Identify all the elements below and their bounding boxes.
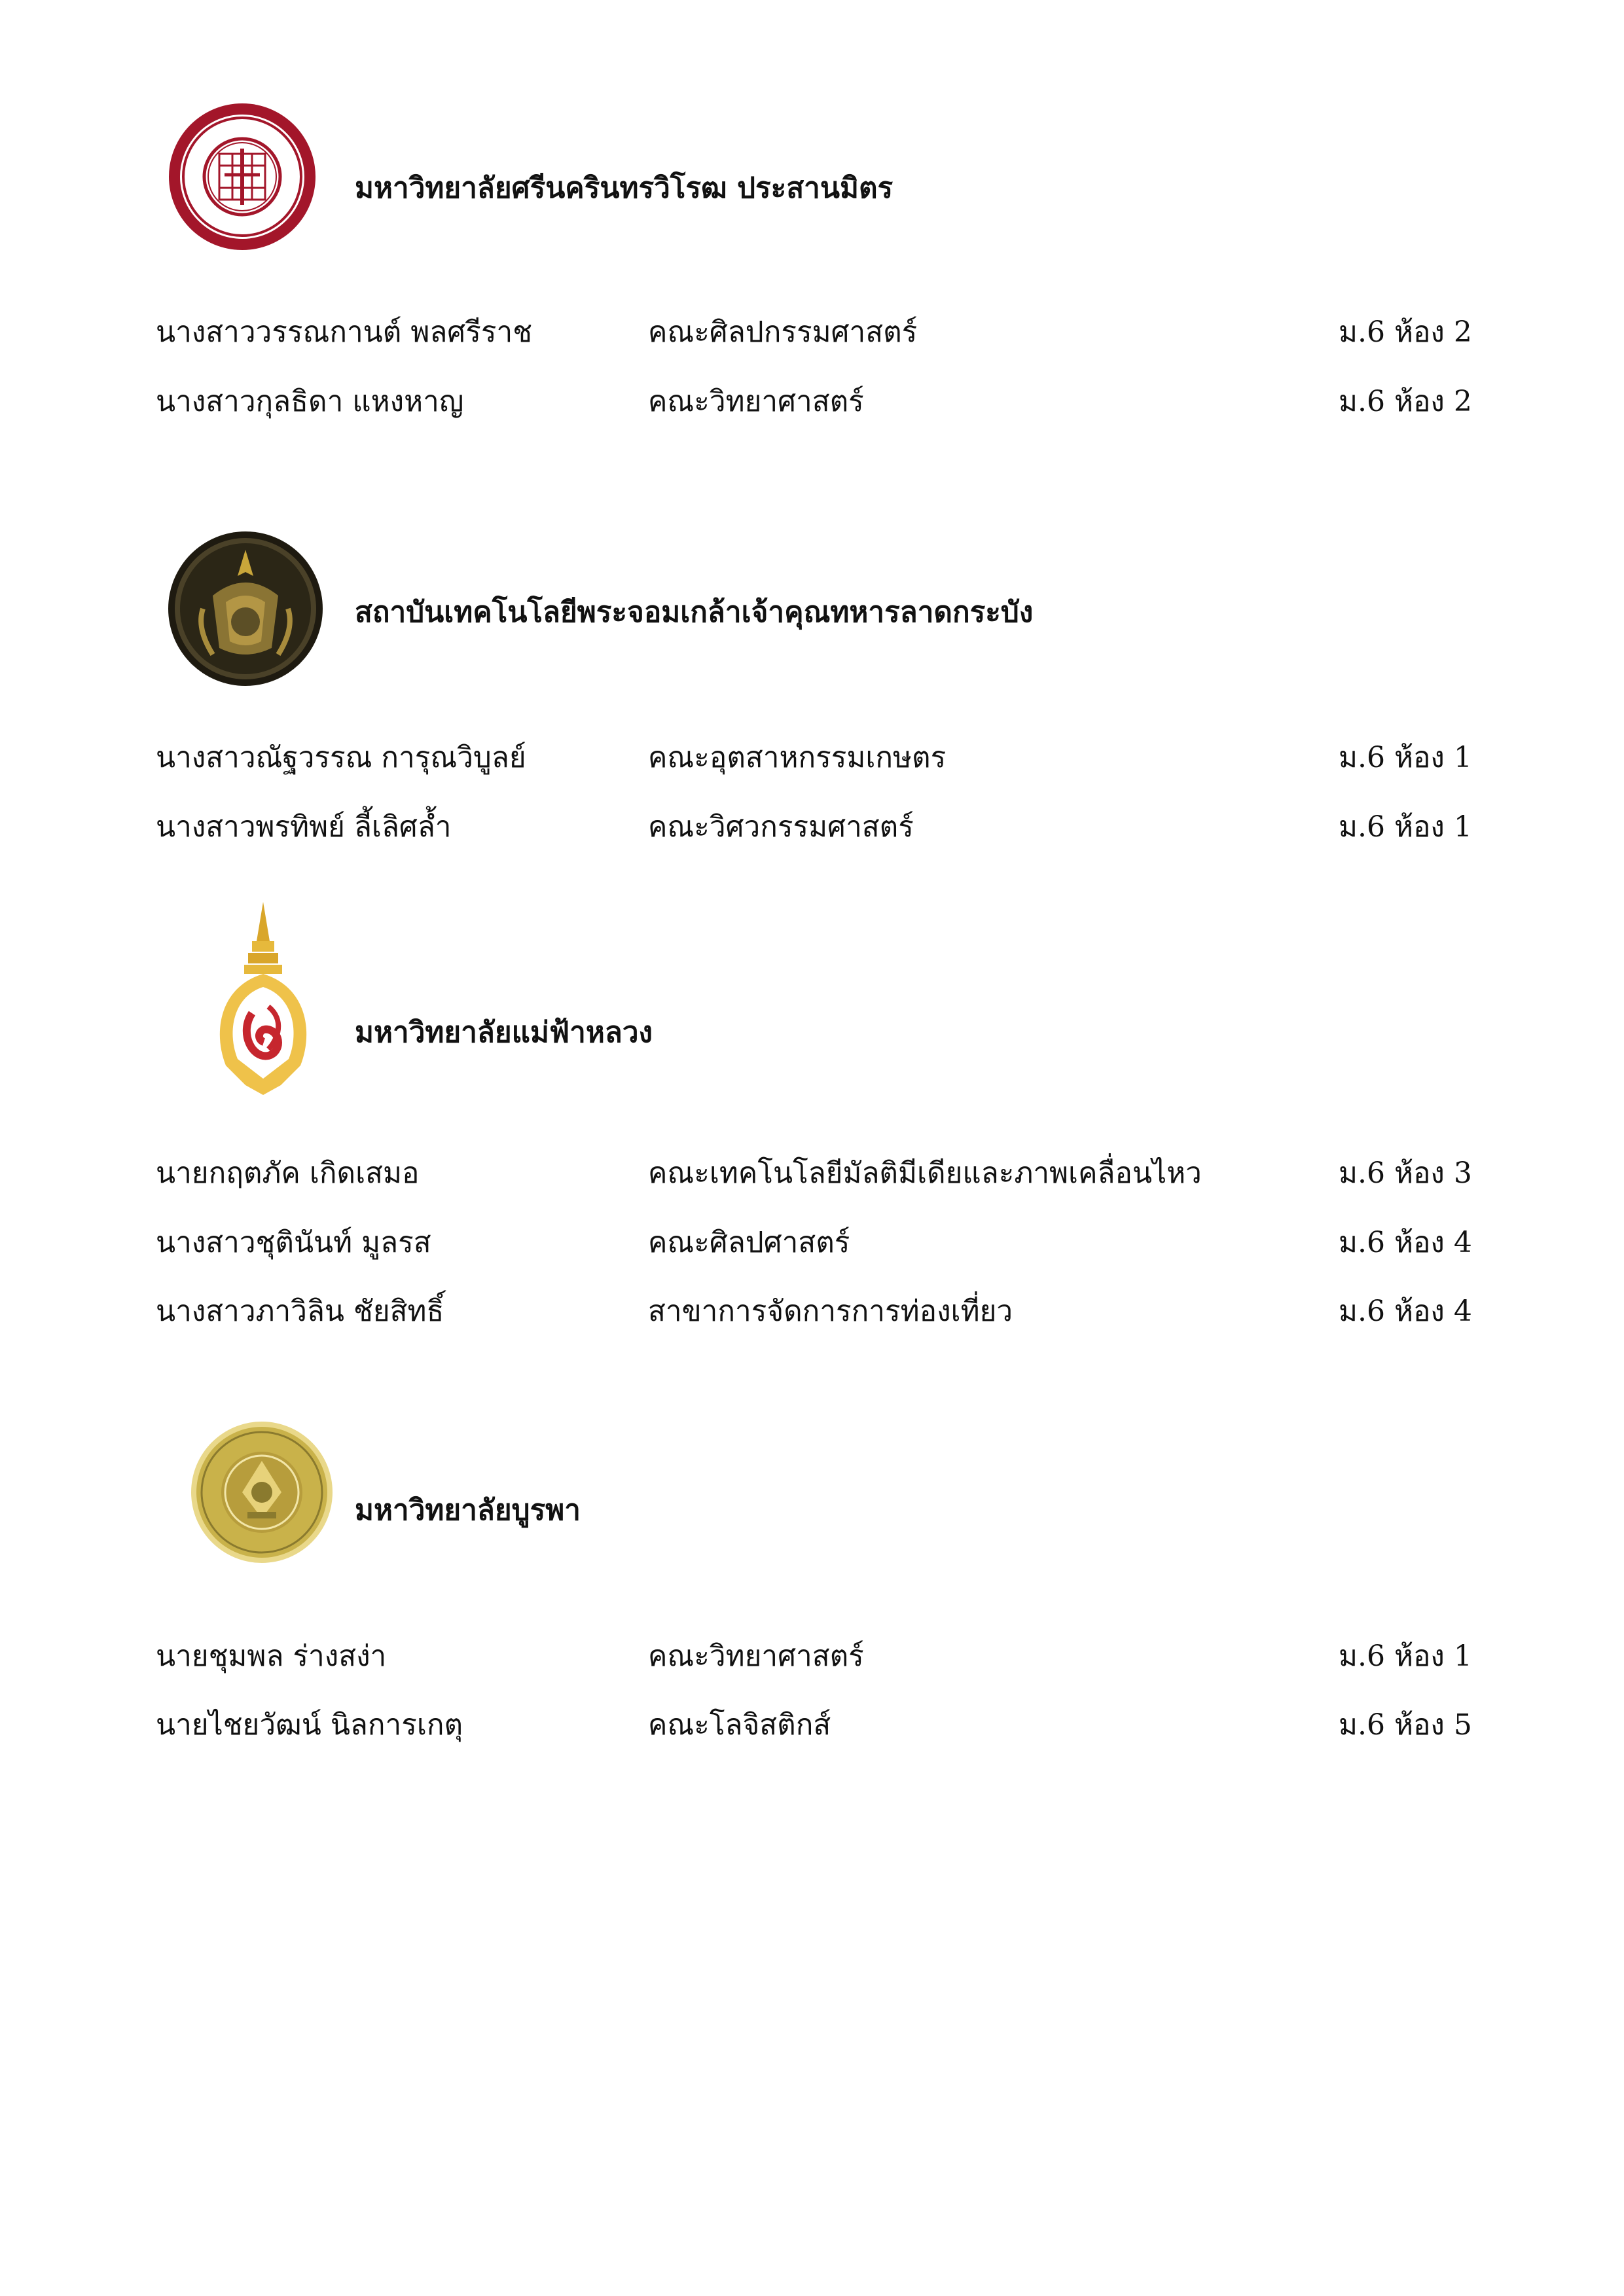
student-row <box>0 804 1624 843</box>
university-name: มหาวิทยาลัยศรีนครินทรวิโรฒ ประสานมิตร <box>355 171 893 205</box>
university-name: มหาวิทยาลัยแม่ฟ้าหลวง <box>355 1016 653 1049</box>
student-name: นายกฤตภัค เกิดเสมอ <box>156 1157 420 1190</box>
buu-seal-icon <box>190 1420 334 1564</box>
student-name: นายไชยวัฒน์ นิลการเกตุ <box>156 1708 463 1742</box>
student-name: นางสาวกุลธิดา แหงหาญ <box>156 385 464 418</box>
student-class: ม.6 ห้อง 5 <box>1339 1708 1472 1742</box>
student-class: ม.6 ห้อง 1 <box>1339 1640 1472 1673</box>
student-faculty: คณะอุตสาหกรรมเกษตร <box>648 741 947 774</box>
university-name: สถาบันเทคโนโลยีพระจอมเกล้าเจ้าคุณทหารลาดกระบัง <box>355 596 1034 629</box>
student-row <box>0 1219 1624 1259</box>
student-name: นางสาวพรทิพย์ ลี้เลิศล้ำ <box>156 810 452 844</box>
student-faculty: คณะเทคโนโลยีมัลติมีเดียและภาพเคลื่อนไหว <box>648 1157 1202 1190</box>
kmitl-emblem-icon <box>167 530 324 687</box>
mfu-emblem-icon <box>206 902 321 1098</box>
student-class: ม.6 ห้อง 2 <box>1339 315 1472 349</box>
student-row <box>0 309 1624 348</box>
student-faculty: คณะวิทยาศาสตร์ <box>648 1640 864 1673</box>
student-faculty: คณะวิศวกรรมศาสตร์ <box>648 810 914 844</box>
university-name: มหาวิทยาลัยบูรพา <box>355 1494 581 1527</box>
student-row <box>0 1288 1624 1327</box>
student-row <box>0 1150 1624 1189</box>
student-name: นางสาวชุตินันท์ มูลรส <box>156 1226 431 1259</box>
student-faculty: คณะศิลปกรรมศาสตร์ <box>648 315 918 349</box>
student-faculty: คณะวิทยาศาสตร์ <box>648 385 864 418</box>
student-name: นางสาวณัฐวรรณ การุณวิบูลย์ <box>156 741 526 774</box>
student-row <box>0 378 1624 418</box>
student-name: นายชุมพล ร่างสง่า <box>156 1640 387 1673</box>
student-row <box>0 1702 1624 1741</box>
student-faculty: คณะโลจิสติกส์ <box>648 1708 831 1742</box>
student-class: ม.6 ห้อง 3 <box>1339 1157 1472 1190</box>
student-row <box>0 1633 1624 1672</box>
student-class: ม.6 ห้อง 4 <box>1339 1295 1472 1328</box>
swu-seal-icon <box>167 101 317 252</box>
student-row <box>0 734 1624 774</box>
student-name: นางสาวภาวิลิน ชัยสิทธิ์ <box>156 1295 444 1328</box>
student-class: ม.6 ห้อง 1 <box>1339 741 1472 774</box>
student-faculty: คณะศิลปศาสตร์ <box>648 1226 850 1259</box>
student-class: ม.6 ห้อง 2 <box>1339 385 1472 418</box>
student-class: ม.6 ห้อง 1 <box>1339 810 1472 844</box>
student-faculty: สาขาการจัดการการท่องเที่ยว <box>648 1295 1013 1328</box>
student-name: นางสาววรรณกานต์ พลศรีราช <box>156 315 533 349</box>
student-class: ม.6 ห้อง 4 <box>1339 1226 1472 1259</box>
